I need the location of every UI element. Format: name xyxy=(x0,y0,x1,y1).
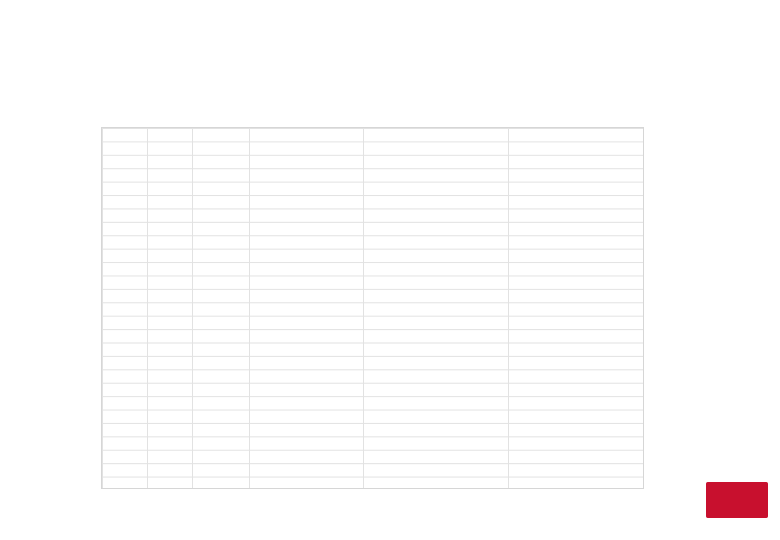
sheet-gridlines xyxy=(102,128,643,488)
spreadsheet-image xyxy=(101,127,644,489)
column-divider xyxy=(363,128,364,488)
column-divider xyxy=(192,128,193,488)
iro-logo xyxy=(706,482,768,518)
logo-text xyxy=(706,482,768,518)
column-divider xyxy=(508,128,509,488)
column-divider xyxy=(249,128,250,488)
column-divider xyxy=(147,128,148,488)
